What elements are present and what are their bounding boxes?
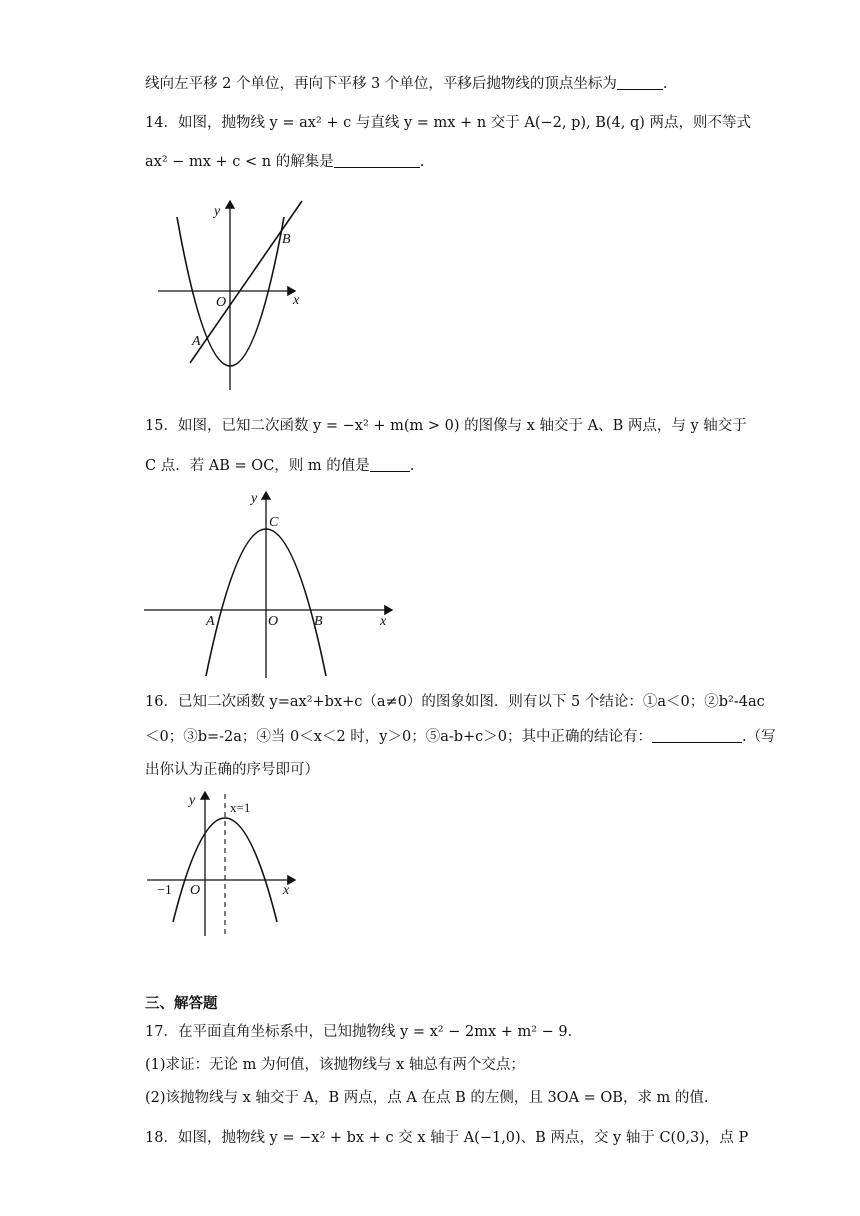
q15-label-y: y — [251, 491, 258, 506]
q16-label-axis: x=1 — [230, 800, 251, 815]
q16-statements: ＜0；③b=-2a；④当 0＜x＜2 时，y＞0；⑤a-b+c＞0；其中正确的结论有： — [145, 729, 653, 745]
q18-line1: 18．如图，抛物线 y = −x² + bx + c 交 x 轴于 A(−1,0)、B 两点，交 y 轴于 C(0,3)，点 P — [145, 1130, 749, 1146]
q15-label-c: C — [269, 515, 279, 530]
q15-answer-blank[interactable] — [370, 457, 410, 472]
q14-label-b: B — [282, 232, 291, 247]
q16-end: .（写 — [742, 729, 776, 745]
q15-label-a: A — [206, 614, 215, 629]
q16-line3: 出你认为正确的序号即可） — [145, 762, 319, 778]
q14-inequality: ax² − mx + c < n 的解集是 — [145, 154, 334, 170]
q14-label-o: O — [216, 295, 227, 310]
q17-part2: (2)该抛物线与 x 轴交于 A，B 两点，点 A 在点 B 的左侧，且 3OA = OB，求 m 的值. — [145, 1090, 709, 1106]
q14-line — [190, 201, 302, 363]
q14-figure — [150, 195, 320, 395]
q17-line1: 17．在平面直角坐标系中，已知抛物线 y = x² − 2mx + m² − 9． — [145, 1024, 583, 1040]
q16-figure — [145, 788, 305, 938]
q15-figure — [140, 488, 400, 680]
q13-answer-blank[interactable] — [617, 75, 663, 90]
q16-label-neg1: −1 — [157, 883, 172, 898]
q15-line1: 15．如图，已知二次函数 y = −x² + m(m > 0) 的图像与 x 轴交于 A、B 两点，与 y 轴交于 — [145, 418, 747, 434]
q14-label-y: y — [214, 204, 221, 219]
q14-label-x: x — [293, 293, 300, 308]
q16-label-o: O — [190, 883, 201, 898]
q15-line2 — [145, 456, 414, 476]
q16-label-x: x — [283, 883, 290, 898]
q16-line2 — [145, 727, 776, 747]
q14-label-a: A — [192, 334, 201, 349]
q16-answer-blank[interactable] — [652, 728, 742, 743]
q14-end: . — [419, 154, 425, 170]
q13-end: . — [662, 76, 668, 92]
section-title: 三、解答题 — [145, 995, 218, 1012]
q15-label-x: x — [380, 614, 387, 629]
q15-condition: C 点．若 AB = OC，则 m 的值是 — [145, 458, 370, 474]
q14-answer-blank[interactable] — [334, 153, 420, 168]
q14-line1: 14．如图，抛物线 y = ax² + c 与直线 y = mx + n 交于 A(−2, p), B(4, q) 两点，则不等式 — [145, 115, 752, 131]
q13-text: 线向左平移 2 个单位，再向下平移 3 个单位，平移后抛物线的顶点坐标为 — [145, 76, 617, 92]
q14-line2 — [145, 152, 424, 172]
q15-label-o: O — [268, 614, 279, 629]
q15-end: . — [409, 458, 415, 474]
q15-label-b: B — [314, 614, 323, 629]
q13-line — [145, 74, 668, 94]
q16-line1: 16．已知二次函数 y=ax²+bx+c（a≠0）的图象如图．则有以下 5 个结论：①a＜0；②b²-4ac — [145, 694, 765, 710]
q16-label-y: y — [189, 793, 196, 808]
q17-part1: (1)求证：无论 m 为何值，该抛物线与 x 轴总有两个交点； — [145, 1057, 525, 1073]
